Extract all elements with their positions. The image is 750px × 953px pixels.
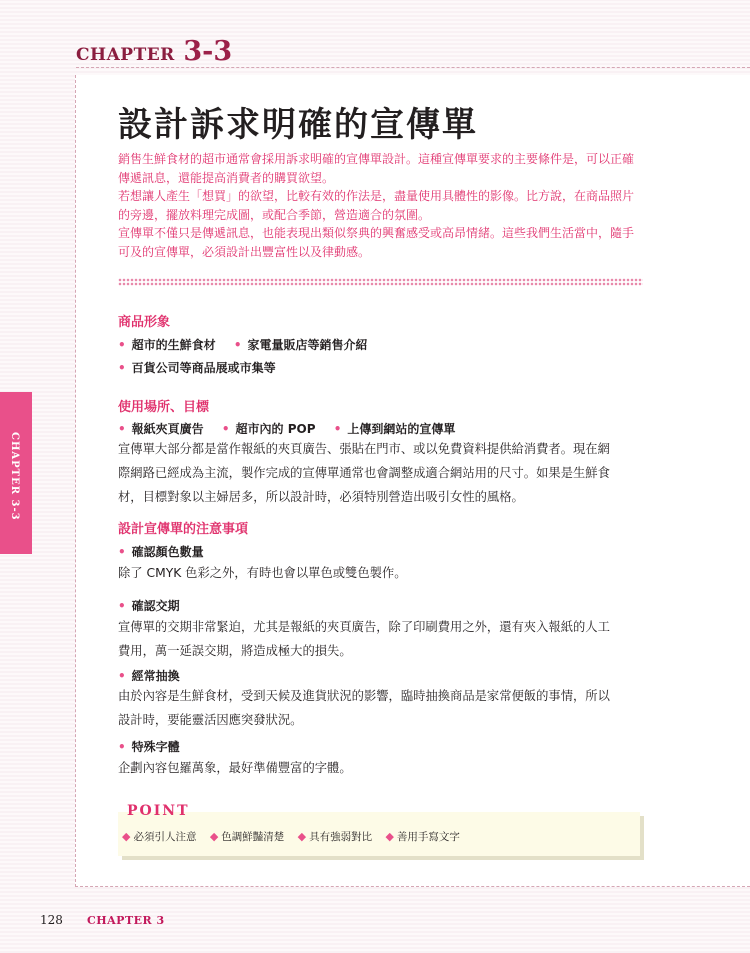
bullet-item: • 超市內的 POP [221, 422, 316, 436]
body-line: 設計時，要能靈活因應突發狀況。 [118, 713, 303, 727]
point-item: ◆ 色調鮮豔清楚 [209, 830, 285, 843]
chapter-word: CHAPTER [76, 45, 175, 65]
usage-body [118, 437, 648, 509]
note-body [118, 615, 648, 663]
body-line: 費用，萬一延誤交期，將造成極大的損失。 [118, 644, 352, 658]
intro-line: 宣傳單不僅只是傳遞訊息，也能表現出類似祭典的興奮感受或高昂情緒。這些我們生活當中，隨手 [118, 226, 635, 240]
product-bullets-row2 [118, 359, 290, 376]
chapter-heading [76, 36, 232, 66]
bullet-dot-icon: • [118, 740, 126, 754]
section-heading-usage: 使用場所、目標 [118, 400, 210, 415]
bullet-item: • 超市的生鮮食材 [118, 338, 216, 352]
point-item: ◆ 善用手寫文字 [385, 830, 460, 843]
body-line: 際網路已經成為主流，製作完成的宣傳單通常也會調整成適合網站用的尺寸。如果是生鮮食 [118, 466, 610, 480]
intro-paragraph [118, 150, 648, 261]
intro-line: 可及的宣傳單，必須設計出豐富性以及律動感。 [118, 244, 371, 259]
note-body [118, 684, 648, 732]
note-title: • 經常抽換 [118, 669, 180, 683]
bullet-dot-icon: • [118, 422, 126, 436]
note-title: • 確認顏色數量 [118, 545, 204, 559]
bullet-dot-icon: • [118, 338, 126, 352]
point-items [122, 829, 470, 844]
diamond-icon: ◆ [385, 830, 394, 843]
bullet-item: • 報紙夾頁廣告 [118, 422, 204, 436]
bullet-dot-icon: • [221, 422, 230, 436]
note-title: • 特殊字體 [118, 740, 180, 754]
body-line: 宣傳單的交期非常緊迫，尤其是報紙的夾頁廣告，除了印刷費用之外，還有夾入報紙的人工 [118, 620, 610, 634]
bullet-dot-icon: • [233, 338, 242, 352]
note-body [118, 756, 648, 780]
point-item: ◆ 具有強弱對比 [297, 830, 373, 843]
product-bullets-row1 [118, 336, 382, 353]
footer-chapter: CHAPTER 3 [87, 914, 165, 927]
bullet-dot-icon: • [118, 599, 126, 613]
body-line: 宣傳單大部分都是當作報紙的夾頁廣告、張貼在門市、或以免費資料提供給消費者。現在網 [118, 442, 610, 456]
diamond-icon: ◆ [122, 830, 131, 843]
note-body [118, 561, 648, 585]
point-label: POINT [127, 803, 190, 819]
chapter-side-tab [0, 392, 32, 554]
body-line: 除了 CMYK 色彩之外，有時也會以單色或雙色製作。 [118, 566, 407, 580]
bullet-dot-icon: • [118, 669, 126, 683]
page-title: 設計訴求明確的宣傳單 [118, 105, 478, 145]
intro-line: 傳遞訊息，還能提高消費者的購買欲望。 [118, 170, 335, 185]
section-heading-product: 商品形象 [118, 315, 171, 330]
side-tab-label: CHAPTER 3-3 [9, 432, 20, 521]
bullet-item: • 家電量販店等銷售介紹 [233, 338, 368, 352]
bullet-item: • 百貨公司等商品展或市集等 [118, 361, 276, 375]
bullet-dot-icon: • [333, 422, 342, 436]
chapter-number: 3-3 [183, 36, 233, 67]
heading-divider [76, 67, 750, 68]
diamond-icon: ◆ [209, 830, 219, 843]
section-heading-notes: 設計宣傳單的注意事項 [118, 522, 249, 537]
bullet-dot-icon: • [118, 361, 126, 375]
page-number: 128 [40, 913, 63, 927]
bullet-item: • 上傳到網站的宣傳單 [333, 422, 456, 436]
intro-line: 銷售生鮮食材的超市通常會採用訴求明確的宣傳單設計。這種宣傳單要求的主要條件是，可以正確 [118, 152, 635, 166]
body-line: 由於內容是生鮮食材，受到天候及進貨狀況的影響，臨時抽換商品是家常便飯的事情，所以 [118, 689, 610, 703]
body-line: 企劃內容包羅萬象，最好準備豐富的字體。 [118, 761, 352, 775]
intro-line: 若想讓人產生「想買」的欲望，比較有效的作法是，盡量使用具體性的影像。比方說，在商品照片 [118, 189, 635, 203]
body-line: 材，目標對象以主婦居多，所以設計時，必須特別營造出吸引女性的風格。 [118, 490, 524, 504]
intro-line: 的旁邊，擺放料理完成圖，或配合季節，營造適合的氛圍。 [118, 207, 431, 222]
diamond-icon: ◆ [297, 830, 307, 843]
usage-bullets [118, 420, 469, 437]
dotted-divider [118, 278, 643, 286]
note-title: • 確認交期 [118, 599, 180, 613]
bullet-dot-icon: • [118, 545, 126, 559]
point-item: ◆ 必須引人注意 [122, 830, 197, 843]
